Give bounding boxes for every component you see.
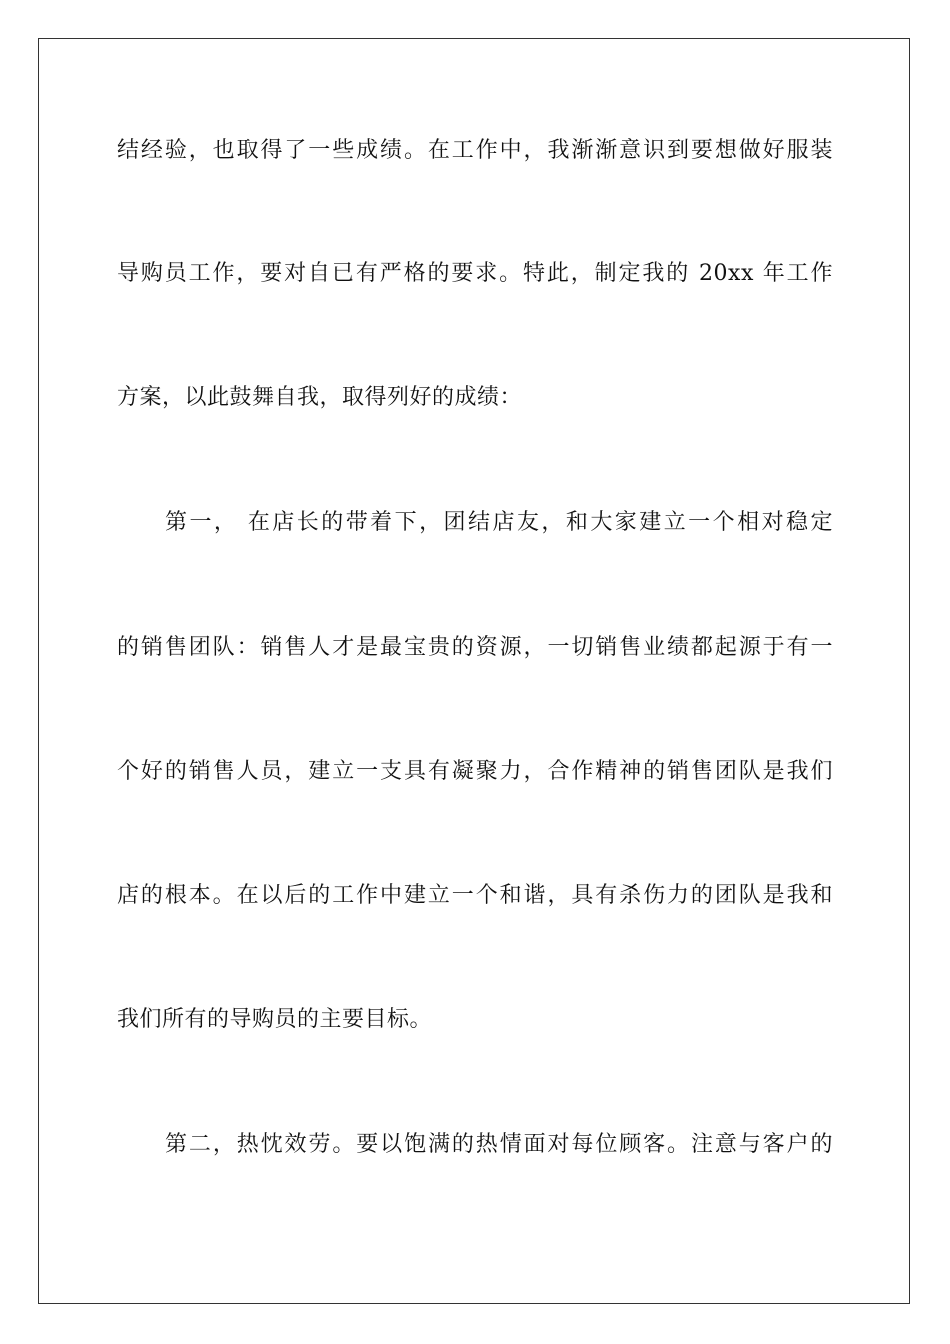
paragraph-first-line: 第一， 在店长的带着下，团结店友，和大家建立一个相对稳定 — [165, 510, 833, 535]
text-line: 我们所有的导购员的主要目标。 — [117, 1007, 433, 1032]
text-line: 方案，以此鼓舞自我，取得列好的成绩： — [117, 385, 523, 410]
page-border — [38, 38, 910, 1304]
text-line: 店的根本。在以后的工作中建立一个和谐，具有杀伤力的团队是我和 — [117, 883, 833, 908]
text-line: 个好的销售人员，建立一支具有凝聚力，合作精神的销售团队是我们 — [117, 759, 833, 784]
text-line: 导购员工作，要对自已有严格的要求。特此，制定我的 20xx 年工作 — [117, 261, 833, 286]
paragraph-first-line: 第二，热忱效劳。要以饱满的热情面对每位顾客。注意与客户的 — [165, 1132, 833, 1157]
text-line: 结经验，也取得了一些成绩。在工作中，我渐渐意识到要想做好服装 — [117, 138, 833, 163]
text-line: 的销售团队：销售人才是最宝贵的资源，一切销售业绩都起源于有一 — [117, 635, 833, 660]
